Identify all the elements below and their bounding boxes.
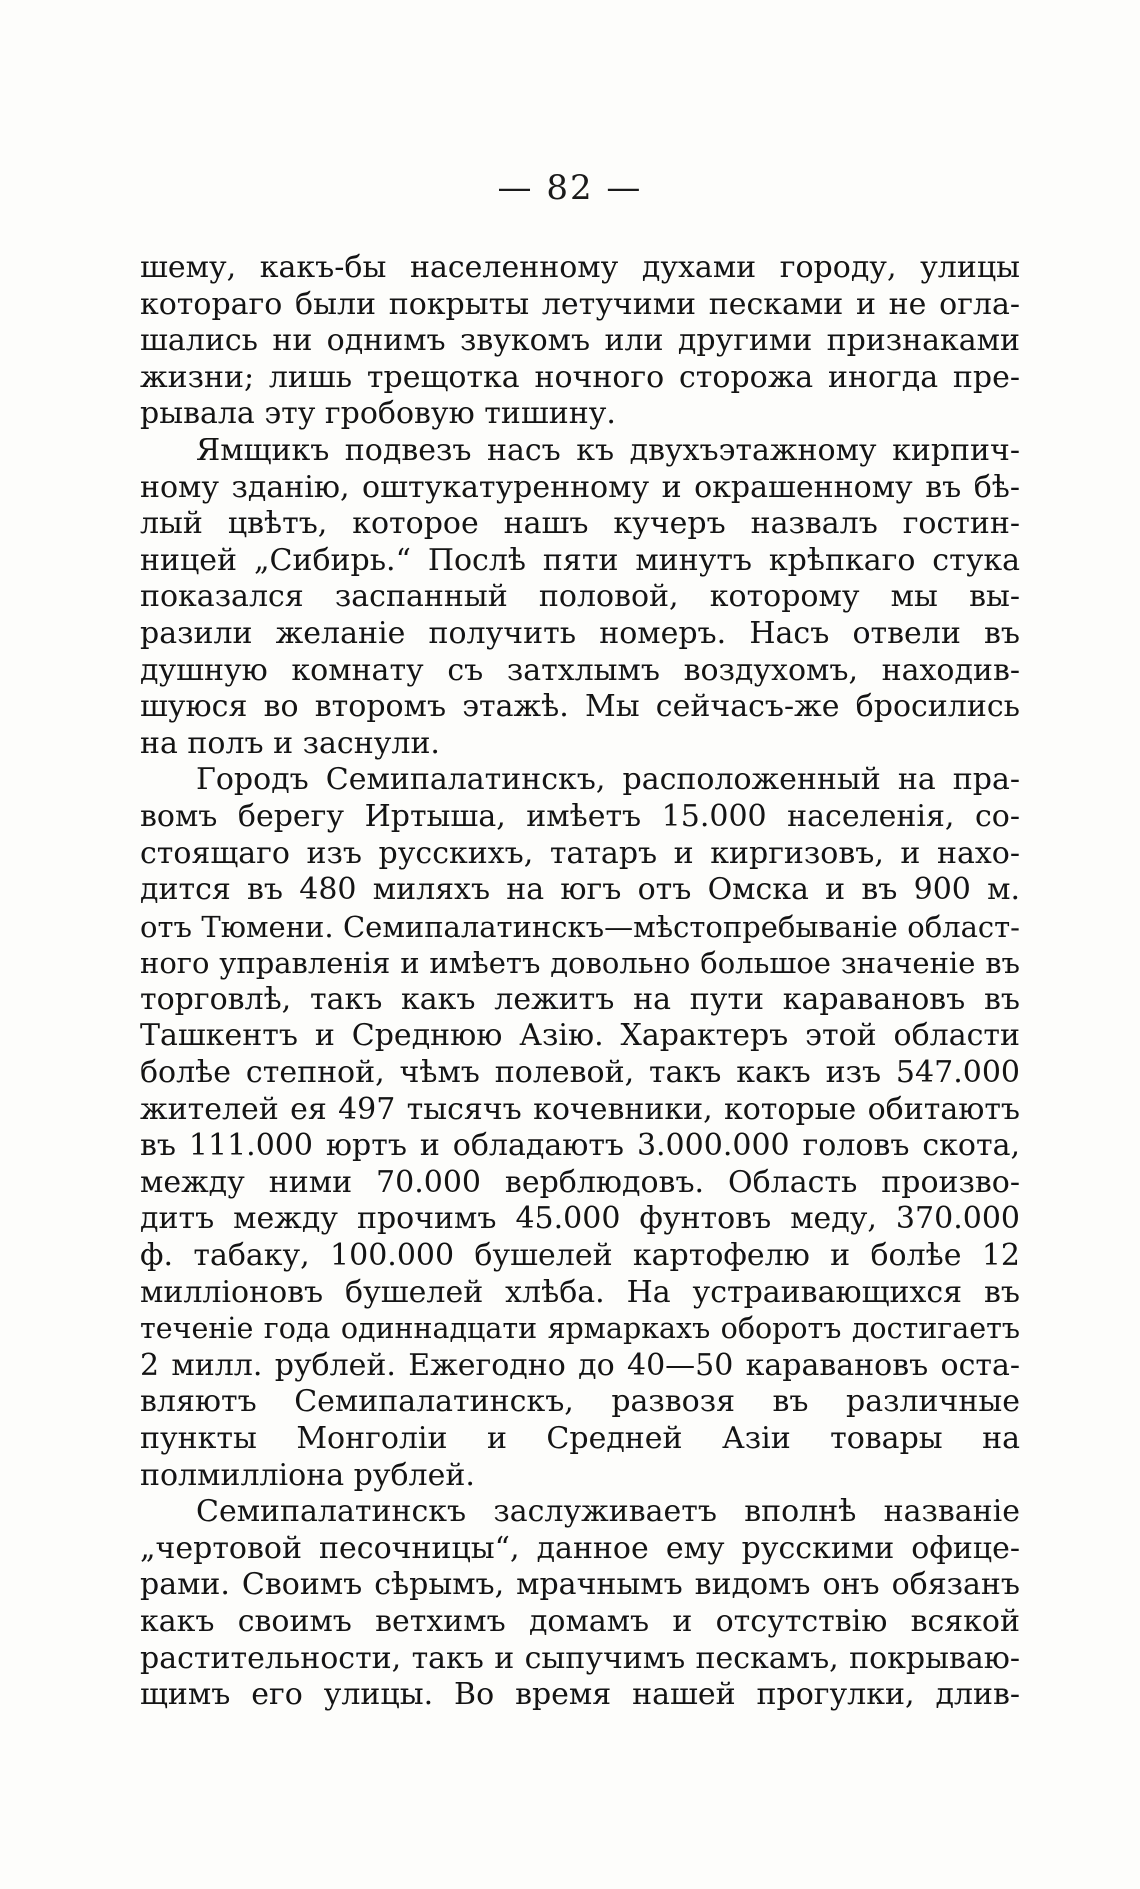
text-line: теченіе года одиннадцати ярмаркахъ оборотъ достигаетъ [140, 1312, 1020, 1346]
text-body [140, 250, 1020, 1714]
text-line: рывала эту гробовую тишину. [140, 396, 616, 432]
text-line: рами. Своимъ сѣрымъ, мрачнымъ видомъ онъ обязанъ [140, 1567, 1020, 1603]
text-line: пункты Монголіи и Средней Азіи товары на [140, 1421, 1020, 1456]
text-line: Ямщикъ подвезъ насъ къ двухъэтажному кирпич- [196, 432, 1020, 468]
text-line: „чертовой песочницы“, данное ему русскими офице- [140, 1530, 1020, 1566]
text-line: между ними 70.000 верблюдовъ. Область произво- [140, 1164, 1020, 1200]
text-line: душную комнату съ затхлымъ воздухомъ, находив- [140, 652, 1020, 688]
text-line: ного управленія и имѣетъ довольно большое значеніе въ [140, 946, 1020, 981]
text-line: дитъ между прочимъ 45.000 фунтовъ меду, 370.000 [140, 1201, 1020, 1237]
text-line: щимъ его улицы. Во время нашей прогулки, длив- [140, 1677, 1020, 1713]
text-line: ному зданію, оштукатуренному и окрашенному въ бѣ- [140, 469, 1020, 505]
text-line: показался заспанный половой, которому мы вы- [140, 579, 1020, 615]
text-line: отъ Тюмени. Семипалатинскъ—мѣстопребываніе област- [140, 909, 1020, 944]
text-line: торговлѣ, такъ какъ лежитъ на пути каравановъ въ [140, 981, 1020, 1017]
text-line: шему, какъ-бы населенному духами городу, улицы [140, 250, 1020, 285]
text-line: милліоновъ бушелей хлѣба. На устраивающихся въ [140, 1274, 1020, 1310]
text-line: Ташкентъ и Среднюю Азію. Характеръ этой области [140, 1018, 1020, 1054]
text-line: вляютъ Семипалатинскъ, развозя въ различные [140, 1384, 1020, 1420]
text-line: дится въ 480 миляхъ на югъ отъ Омска и въ 900 м. [140, 872, 1020, 908]
text-line: ницей „Сибирь.“ Послѣ пяти минутъ крѣпкаго стука [140, 542, 1020, 578]
text-line: на полъ и заснули. [140, 725, 440, 761]
text-line: растительности, такъ и сыпучимъ пескамъ, покрываю- [140, 1640, 1020, 1676]
text-line: полмилліона рублей. [140, 1457, 475, 1493]
text-line: разили желаніе получить номеръ. Насъ отвели въ [140, 615, 1020, 651]
page-number: — 82 — [497, 168, 643, 208]
text-line: въ 111.000 юртъ и обладаютъ 3.000.000 головъ скота, [140, 1128, 1020, 1164]
text-line: 2 милл. рублей. Ежегодно до 40—50 каравановъ оста- [140, 1347, 1020, 1383]
text-line: жителей ея 497 тысячъ кочевники, которые обитаютъ [140, 1091, 1020, 1127]
text-line: ф. табаку, 100.000 бушелей картофелю и болѣе 12 [140, 1238, 1020, 1274]
text-line: котораго были покрыты летучими песками и не огла- [140, 286, 1020, 322]
text-line: шуюся во второмъ этажѣ. Мы сейчасъ-же бросились [140, 689, 1020, 725]
text-line: шались ни однимъ звукомъ или другими признаками [140, 323, 1020, 359]
text-line: Семипалатинскъ заслуживаетъ вполнѣ названіе [196, 1494, 1020, 1530]
text-line: болѣе степной, чѣмъ полевой, такъ какъ изъ 547.000 [140, 1055, 1020, 1091]
text-line: Городъ Семипалатинскъ, расположенный на пра- [196, 762, 1020, 798]
text-line: стоящаго изъ русскихъ, татаръ и киргизовъ, и нахо- [140, 835, 1020, 871]
text-line: жизни; лишь трещотка ночного сторожа иногда пре- [140, 359, 1020, 395]
text-line: какъ своимъ ветхимъ домамъ и отсутствію всякой [140, 1603, 1020, 1639]
text-line: вомъ берегу Иртыша, имѣетъ 15.000 населенія, со- [140, 798, 1020, 834]
text-line: лый цвѣтъ, которое нашъ кучеръ назвалъ гостин- [140, 506, 1020, 542]
